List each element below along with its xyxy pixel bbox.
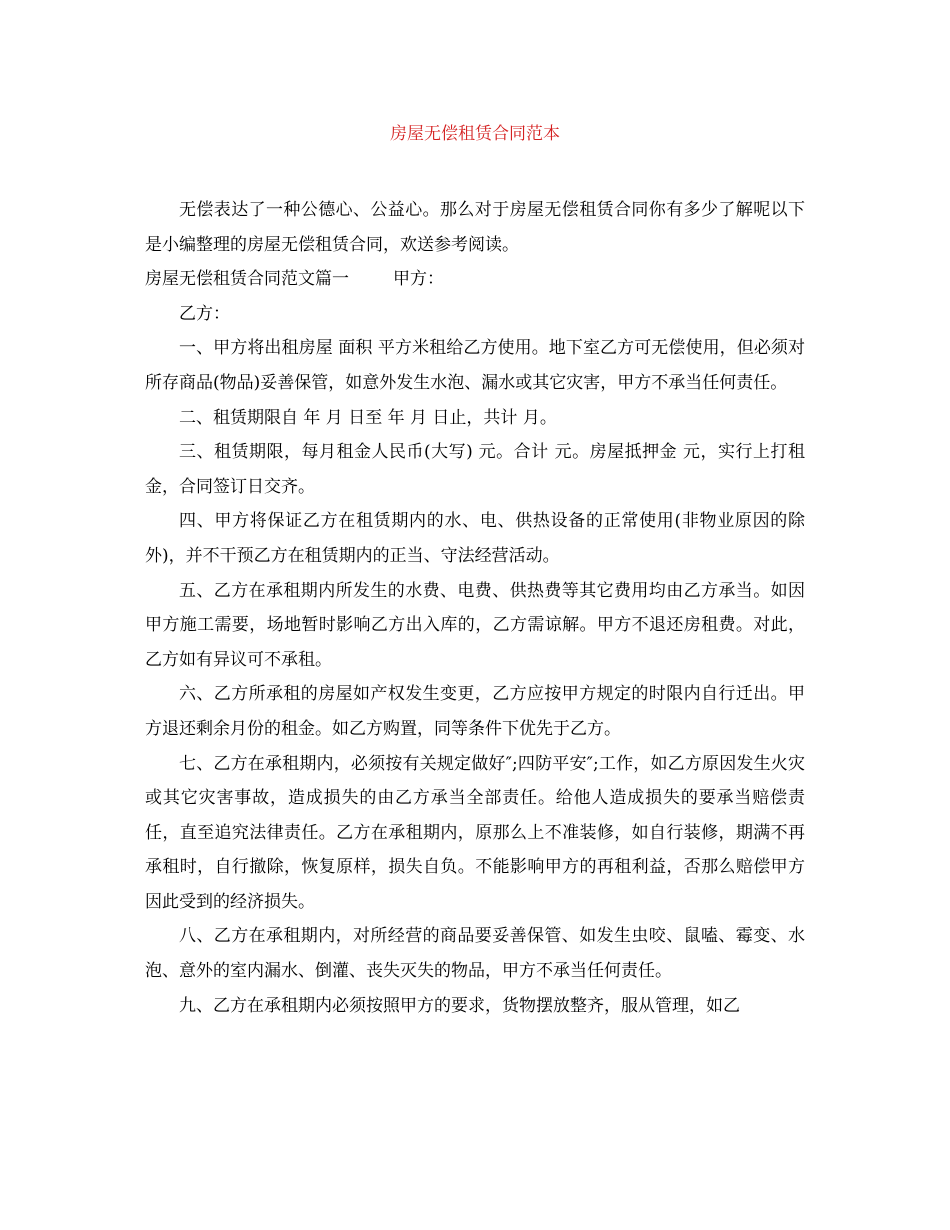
- clause-7: 七、乙方在承租期内，必须按有关规定做好″;四防平安″;工作，如乙方原因发生火灾或其它灾害事故，造成损失的由乙方承当全部责任。给他人造成损失的要承当赔偿责任，直至追究法律责任。乙方在承租期内，原那么上不准装修，如自行装修，期满不再承租时，自行撤除，恢复原样，损失自负。不能影响甲方的再租利益，否那么赔偿甲方因此受到的经济损失。: [145, 753, 805, 912]
- clause-6: 六、乙方所承租的房屋如产权发生变更，乙方应按甲方规定的时限内自行迁出。甲方退还剩余月份的租金。如乙方购置，同等条件下优先于乙方。: [145, 684, 805, 739]
- document-body: [145, 193, 805, 1023]
- clause-3: 三、租赁期限，每月租金人民币(大写) 元。合计 元。房屋抵押金 元，实行上打租金，合同签订日交齐。: [145, 442, 805, 497]
- document-title: 房屋无偿租赁合同范本: [390, 124, 560, 144]
- section-heading: 房屋无偿租赁合同范文篇一: [145, 269, 349, 290]
- clause-5: 五、乙方在承租期内所发生的水费、电费、供热费等其它费用均由乙方承当。如因甲方施工需要，场地暂时影响乙方出入库的，乙方需谅解。甲方不退还房租费。对此，乙方如有异议可不承租。: [145, 580, 805, 670]
- clause-1: 一、甲方将出租房屋 面积 平方米租给乙方使用。地下室乙方可无偿使用，但必须对所存商品(物品)妥善保管，如意外发生水泡、漏水或其它灾害，甲方不承当任何责任。: [145, 338, 805, 393]
- clause-4: 四、甲方将保证乙方在租赁期内的水、电、供热设备的正常使用(非物业原因的除外)，并不干预乙方在租赁期内的正当、守法经营活动。: [145, 511, 805, 566]
- party-b-label: 乙方：: [179, 303, 230, 324]
- clause-8: 八、乙方在承租期内，对所经营的商品要妥善保管、如发生虫咬、鼠嗑、霉变、水泡、意外的室内漏水、倒灌、丧失灭失的物品，甲方不承当任何责任。: [145, 926, 805, 982]
- section-heading-line: [145, 262, 805, 297]
- clause-9: 九、乙方在承租期内必须按照甲方的要求，货物摆放整齐，服从管理，如乙: [179, 995, 740, 1016]
- clause-2: 二、租赁期限自 年 月 日至 年 月 日止，共计 月。: [179, 407, 557, 428]
- party-a-label: 甲方：: [393, 269, 444, 290]
- intro-paragraph: 无偿表达了一种公德心、公益心。那么对于房屋无偿租赁合同你有多少了解呢以下是小编整理的房屋无偿租赁合同，欢送参考阅读。: [145, 200, 805, 255]
